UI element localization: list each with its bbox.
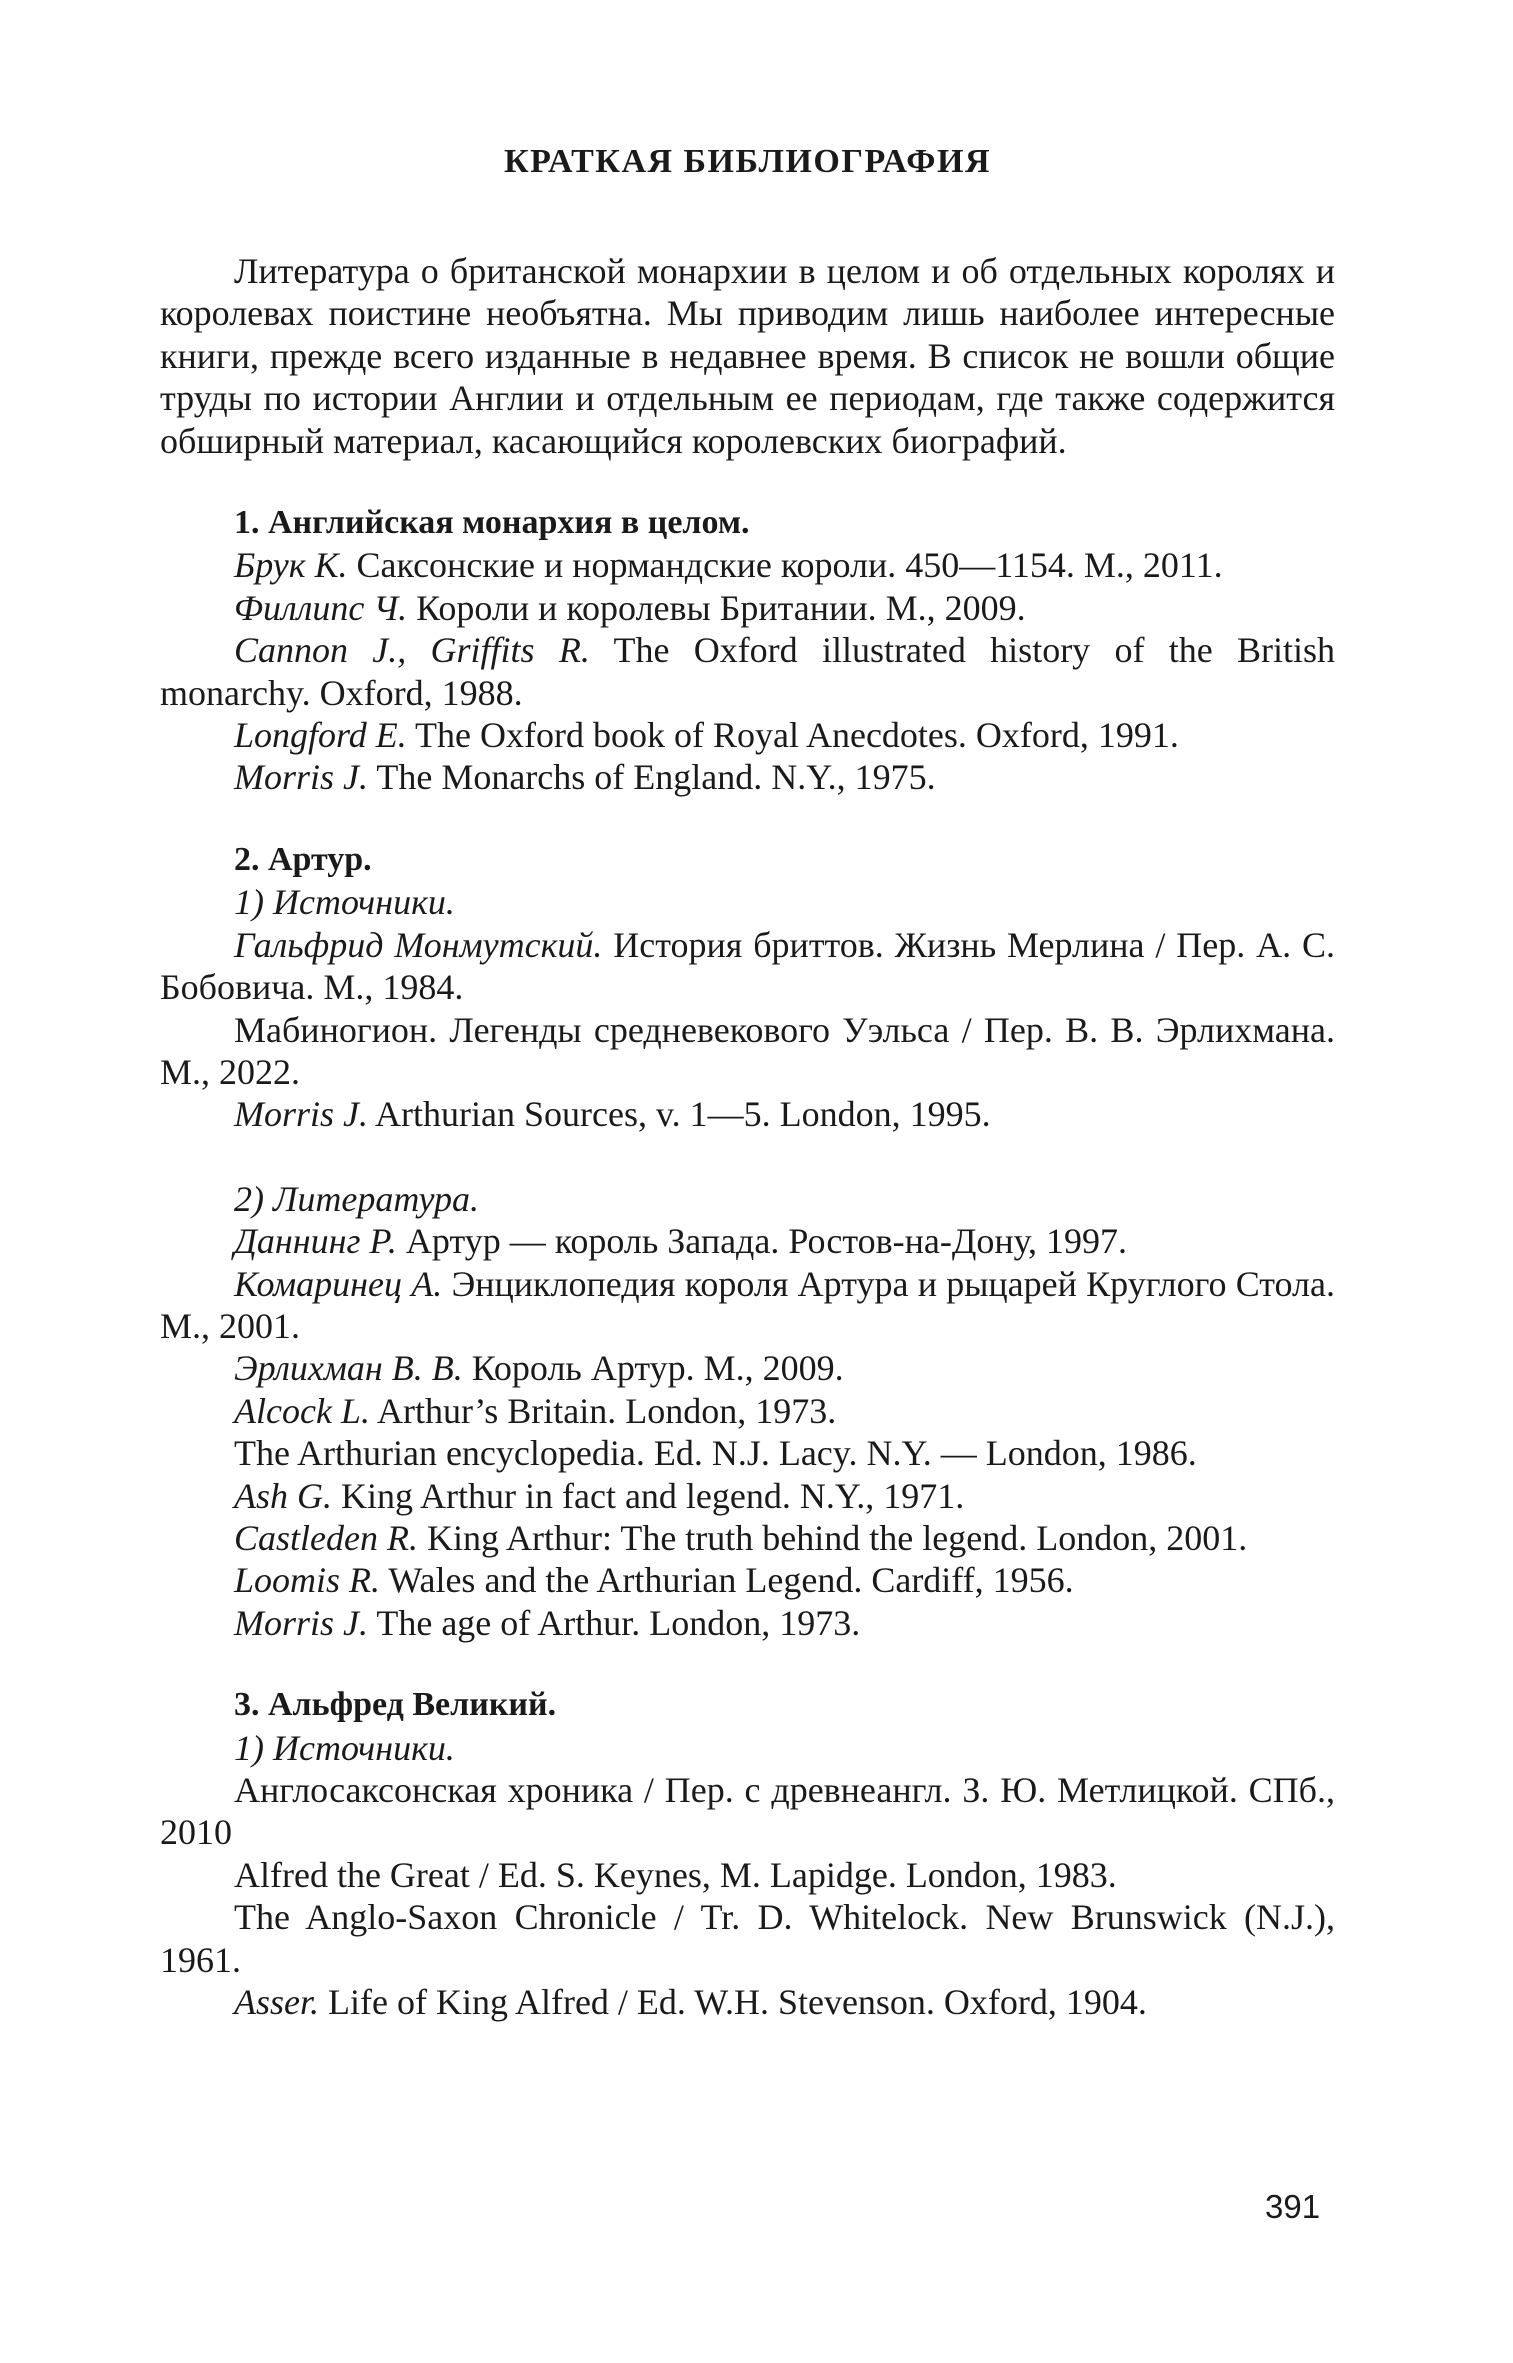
- entry-author: Гальфрид Монмутский.: [234, 924, 603, 965]
- sources-subheading: 1) Источники.: [234, 882, 455, 923]
- bibliography-entry: [160, 1347, 1335, 1389]
- entry-author: Alcock L.: [234, 1390, 370, 1431]
- entry-text: Arthurian Sources, v. 1—5. London, 1995.: [368, 1094, 991, 1135]
- entry-author: Ash G.: [234, 1475, 332, 1516]
- section-alfred-the-great: [160, 1684, 1335, 2023]
- entry-text: The age of Arthur. London, 1973.: [368, 1602, 861, 1643]
- entry-author: Morris J.: [234, 1602, 368, 1643]
- entry-text: The Arthurian encyclopedia. Ed. N.J. Lacy. N.Y. — London, 1986.: [234, 1433, 1197, 1474]
- entry-author: Longford E.: [234, 715, 407, 756]
- bibliography-entry: [160, 1432, 1335, 1474]
- bibliography-entry: [160, 1559, 1335, 1601]
- entry-author: Даннинг Р.: [234, 1221, 397, 1262]
- bibliography-entry: [160, 924, 1335, 1009]
- entry-text: Саксонские и нормандские короли. 450—1154. М., 2011.: [347, 545, 1223, 586]
- entry-text: Короли и королевы Британии. М., 2009.: [407, 587, 1026, 628]
- entry-text: Англосаксонская хроника / Пер. с древнеангл. З. Ю. Метлицкой. СПб., 2010: [160, 1770, 1335, 1853]
- intro-paragraph: Литература о британской монархии в целом и об отдельных королях и королевах поистине необъятна. Мы приводим лишь наиболее интересные книги, прежде всего изданные в недавнее время. В список не вошли общие труды по истории Англии и отдельным ее периодам, где также содержится обширный материал, касающийся королевских биографий.: [160, 251, 1335, 461]
- entry-author: Филлипс Ч.: [234, 587, 408, 628]
- sources-subheading: 1) Источники.: [234, 1727, 455, 1768]
- entry-author: Cannon J., Griffits R.: [234, 630, 590, 671]
- bibliography-entry: [160, 1009, 1335, 1094]
- entry-author: Morris J.: [234, 1094, 368, 1135]
- bibliography-entry: [160, 1854, 1335, 1896]
- bibliography-entry: [160, 1093, 1335, 1135]
- bibliography-entry: [160, 1220, 1335, 1262]
- entry-author: Эрлихман В. В.: [234, 1348, 463, 1389]
- entry-text: King Arthur: The truth behind the legend. London, 2001.: [417, 1517, 1248, 1558]
- entry-text: King Arthur in fact and legend. N.Y., 1971.: [332, 1475, 965, 1516]
- bibliography-entry: [160, 1390, 1335, 1432]
- entry-text: The Anglo-Saxon Chronicle / Tr. D. Whitelock. New Brunswick (N.J.), 1961.: [160, 1897, 1335, 1980]
- entry-text: Артур — король Запада. Ростов-на-Дону, 1997.: [396, 1221, 1128, 1262]
- entry-author: Morris J.: [234, 757, 368, 798]
- bibliography-entry: [160, 1517, 1335, 1559]
- entry-author: Loomis R.: [234, 1560, 381, 1601]
- section-arthur: [160, 839, 1335, 1644]
- bibliography-entry: [160, 629, 1335, 714]
- bibliography-entry: [160, 1981, 1335, 2023]
- bibliography-entry: [160, 1769, 1335, 1854]
- entry-text: The Oxford book of Royal Anecdotes. Oxford, 1991.: [406, 715, 1179, 756]
- section-heading: 1. Английская монархия в целом.: [234, 504, 750, 542]
- page-title: КРАТКАЯ БИБЛИОГРАФИЯ: [503, 143, 992, 180]
- section-heading: 2. Артур.: [234, 840, 372, 878]
- entry-author: Комаринец А.: [234, 1263, 443, 1304]
- bibliography-entry: [160, 1263, 1335, 1348]
- book-page: [160, 140, 1335, 2063]
- bibliography-entry: [160, 544, 1335, 586]
- page-number: 391: [1265, 2188, 1321, 2225]
- literature-subheading: 2) Литература.: [234, 1178, 479, 1219]
- entry-text: Мабиногион. Легенды средневекового Уэльса / Пер. В. В. Эрлихмана. М., 2022.: [160, 1009, 1335, 1092]
- section-heading: 3. Альфред Великий.: [234, 1686, 557, 1724]
- spacer: [160, 1136, 1335, 1178]
- entry-text: The Monarchs of England. N.Y., 1975.: [368, 757, 936, 798]
- bibliography-entry: [160, 714, 1335, 756]
- bibliography-entry: [160, 1896, 1335, 1981]
- bibliography-entry: [160, 587, 1335, 629]
- entry-text: История бриттов. Жизнь Мерлина / Пер. А. С. Бобовича. М., 1984.: [160, 924, 1335, 1008]
- entry-text: Arthur’s Britain. London, 1973.: [369, 1390, 837, 1431]
- section-monarchy-general: [160, 502, 1335, 799]
- entry-text: Wales and the Arthurian Legend. Cardiff, 1956.: [380, 1560, 1074, 1601]
- entry-author: Castleden R.: [234, 1517, 418, 1558]
- entry-text: Энциклопедия короля Артура и рыцарей Круглого Стола. М., 2001.: [160, 1263, 1335, 1346]
- bibliography-entry: [160, 1602, 1335, 1644]
- entry-text: Alfred the Great / Ed. S. Keynes, M. Lapidge. London, 1983.: [234, 1854, 1117, 1895]
- bibliography-entry: [160, 1475, 1335, 1517]
- entry-author: Asser.: [234, 1982, 320, 2023]
- bibliography-entry: [160, 756, 1335, 798]
- entry-text: Король Артур. М., 2009.: [462, 1348, 844, 1389]
- entry-text: The Oxford illustrated history of the British monarchy. Oxford, 1988.: [160, 630, 1335, 713]
- entry-text: Life of King Alfred / Ed. W.H. Stevenson. Oxford, 1904.: [319, 1982, 1147, 2023]
- entry-author: Брук К.: [234, 545, 348, 586]
